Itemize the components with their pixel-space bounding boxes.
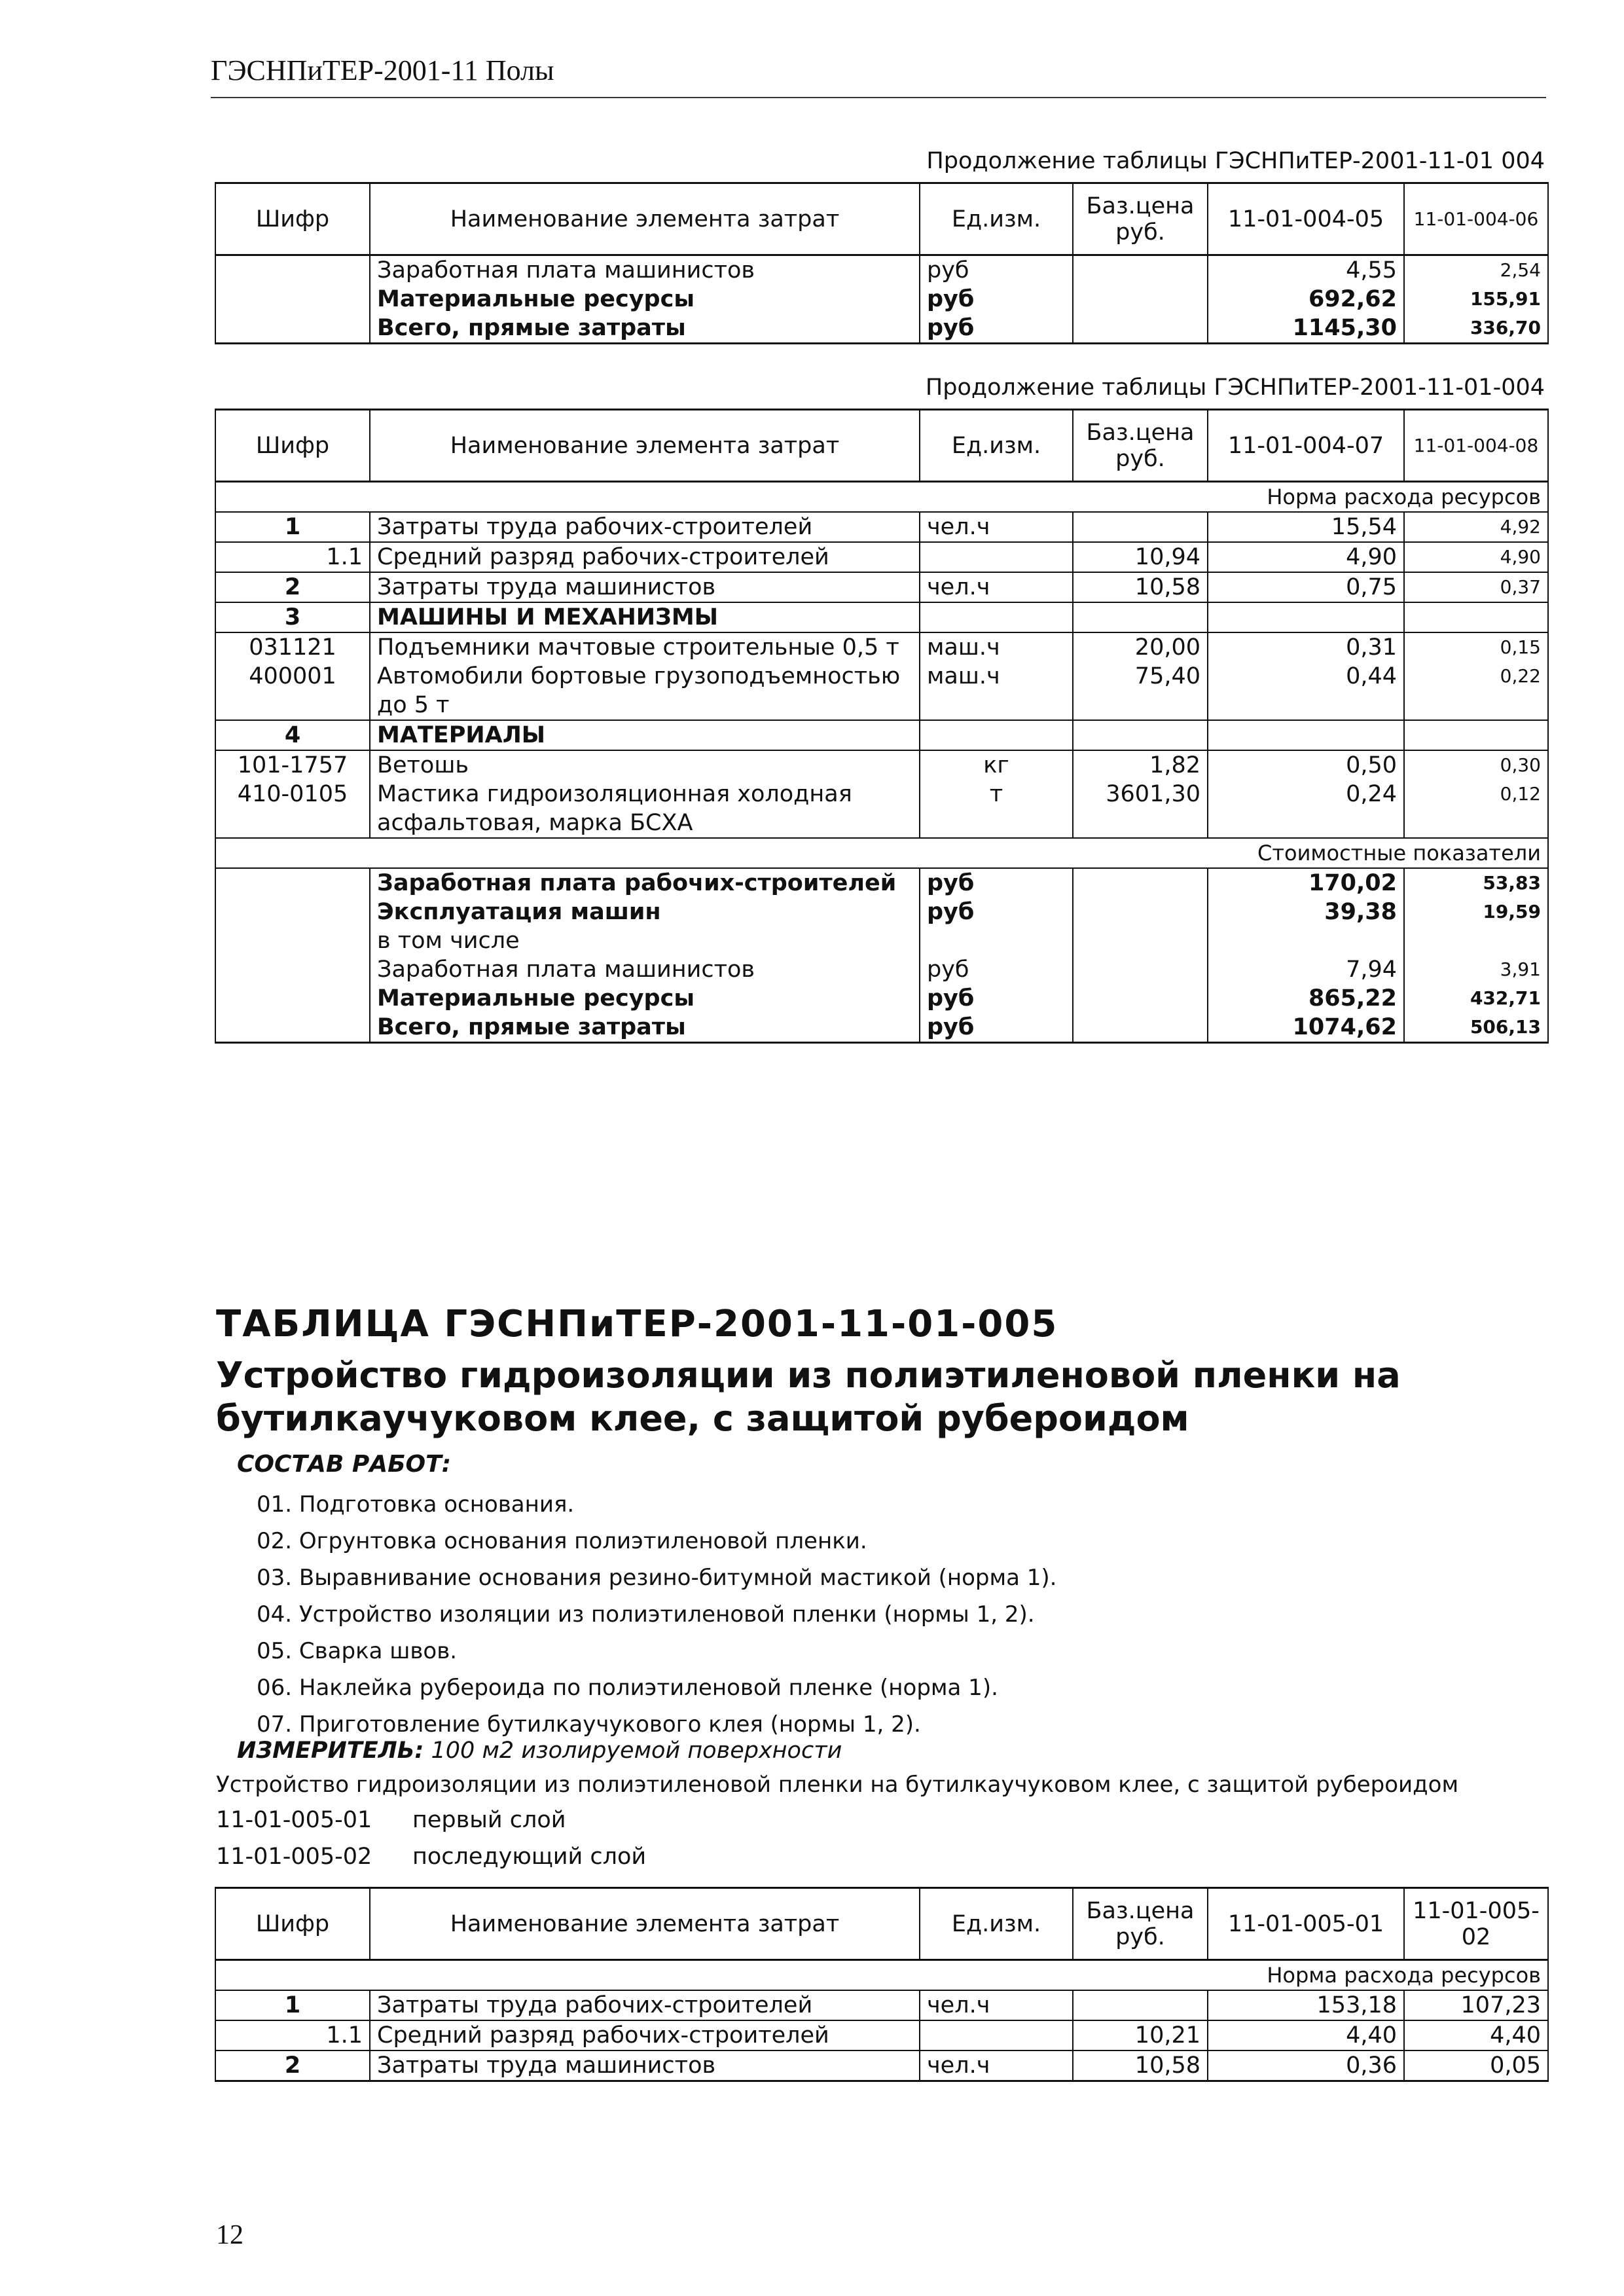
row-unit [920,602,1073,632]
row-unit: чел.ч [920,512,1073,542]
row-b [1404,602,1548,632]
row-code: 031121 [215,632,370,662]
row-code: 2 [215,2050,370,2081]
header-rule [211,97,1546,98]
list-item: 04. Устройство изоляции из полиэтиленовой пленки (нормы 1, 2). [257,1601,1035,1628]
row-code: 1.1 [215,2020,370,2050]
table-row [215,1013,1548,1043]
table-subtitle: Устройство гидроизоляции из полиэтиленовой пленки на бутилкаучуковом клее, с защитой рубероидом [216,1355,1401,1439]
izmeritel-description: Устройство гидроизоляции из полиэтиленовой пленки на бутилкаучуковом клее, с защитой рубероидом [216,1772,1459,1798]
row-code: 1 [215,512,370,542]
norm-code-label: первый слой [412,1807,566,1833]
row-code: 1 [215,1990,370,2020]
row-name: Ветошь [370,750,920,780]
row-unit: чел.ч [920,1990,1073,2020]
row-unit [920,542,1073,572]
table-header-row [215,1888,1548,1960]
row-a: 4,55 [1208,255,1404,285]
page-number: 12 [216,2220,244,2250]
row-name: Всего, прямые затраты [370,1013,920,1043]
row-price: 10,58 [1073,572,1208,602]
col-unit: Ед.изм. [920,183,1073,255]
row-price [1073,314,1208,344]
row-a: 1145,30 [1208,314,1404,344]
row-code: 2 [215,572,370,602]
col-shifr: Шифр [215,1888,370,1960]
table-header-row [215,183,1548,255]
row-unit: маш.ч [920,662,1073,720]
row-code: 101-1757 [215,750,370,780]
row-a: 4,90 [1208,542,1404,572]
table-row [215,898,1548,926]
table-row [215,255,1548,285]
row-name: МАШИНЫ И МЕХАНИЗМЫ [370,602,920,632]
row-a: 1074,62 [1208,1013,1404,1043]
row-unit: чел.ч [920,2050,1073,2081]
row-a: 0,36 [1208,2050,1404,2081]
row-unit: руб [920,314,1073,344]
row-name: Эксплуатация машин [370,898,920,926]
row-price: 10,94 [1073,542,1208,572]
norm-codes [216,1802,646,1875]
norm-code: 11-01-005-02 [216,1844,372,1870]
row-unit: руб [920,955,1073,984]
row-name: Затраты труда машинистов [370,572,920,602]
row-name: Материальные ресурсы [370,285,920,314]
table-row [215,2020,1548,2050]
row-a: 39,38 [1208,898,1404,926]
row-b: 155,91 [1404,285,1548,314]
row-name: Заработная плата машинистов [370,255,920,285]
row-price [1073,512,1208,542]
col-name: Наименование элемента затрат [370,183,920,255]
row-price: 10,58 [1073,2050,1208,2081]
row-code: 3 [215,602,370,632]
row-code: 410-0105 [215,780,370,838]
table-row [215,984,1548,1013]
row-b: 0,37 [1404,572,1548,602]
row-name: Затраты труда рабочих-строителей [370,1990,920,2020]
row-a: 0,50 [1208,750,1404,780]
row-price [1073,285,1208,314]
row-price [1073,602,1208,632]
row-price: 75,40 [1073,662,1208,720]
row-b: 0,15 [1404,632,1548,662]
row-name: Автомобили бортовые грузоподъемностью до 5 т [370,662,920,720]
norm-label-row [215,1960,1548,1991]
row-b: 4,90 [1404,542,1548,572]
list-item: 07. Приготовление бутилкаучукового клея (нормы 1, 2). [257,1711,921,1738]
cost-label-row [215,838,1548,868]
table1-caption: Продолжение таблицы ГЭСНПиТЕР-2001-11-01 004 [926,148,1545,174]
col-shifr: Шифр [215,183,370,255]
norm-label-row [215,482,1548,513]
table-row [215,285,1548,314]
table-row [215,662,1548,720]
list-item: 06. Наклейка рубероида по полиэтиленовой пленке (норма 1). [257,1675,998,1701]
norm-code-line [216,1838,646,1875]
row-b: 107,23 [1404,1990,1548,2020]
row-a: 7,94 [1208,955,1404,984]
table-row [215,926,1548,955]
row-price [1073,720,1208,750]
col-name: Наименование элемента затрат [370,410,920,482]
row-name: Подъемники мачтовые строительные 0,5 т [370,632,920,662]
row-unit: руб [920,255,1073,285]
table-row [215,2050,1548,2081]
cost-label: Стоимостные показатели [215,838,1548,868]
izmeritel-label: ИЗМЕРИТЕЛЬ: [237,1738,424,1764]
row-name: в том числе [370,926,920,955]
table-header-row [215,410,1548,482]
row-price: 20,00 [1073,632,1208,662]
row-name: МАТЕРИАЛЫ [370,720,920,750]
row-name: Заработная плата машинистов [370,955,920,984]
row-price [1073,255,1208,285]
norm-code-line [216,1802,646,1838]
table-row [215,1990,1548,2020]
col-b: 11-01-004-06 [1404,183,1548,255]
row-name: Затраты труда рабочих-строителей [370,512,920,542]
col-price: Баз.цена руб. [1073,1888,1208,1960]
table-row [215,314,1548,344]
row-b: 432,71 [1404,984,1548,1013]
col-a: 11-01-004-07 [1208,410,1404,482]
table-row [215,868,1548,898]
col-unit: Ед.изм. [920,410,1073,482]
row-name: Средний разряд рабочих-строителей [370,542,920,572]
row-name: Заработная плата рабочих-строителей [370,868,920,898]
running-header: ГЭСНПиТЕР-2001-11 Полы [211,54,554,86]
row-unit [920,2020,1073,2050]
list-item: 03. Выравнивание основания резино-битумной мастикой (норма 1). [257,1565,1057,1591]
table2-caption: Продолжение таблицы ГЭСНПиТЕР-2001-11-01-004 [925,374,1545,401]
row-b: 4,40 [1404,2020,1548,2050]
row-price: 10,21 [1073,2020,1208,2050]
norm-code: 11-01-005-01 [216,1807,372,1833]
row-b: 0,12 [1404,780,1548,838]
norm-label: Норма расхода ресурсов [215,482,1548,513]
row-unit: руб [920,898,1073,926]
row-unit: руб [920,984,1073,1013]
row-a: 4,40 [1208,2020,1404,2050]
col-a: 11-01-004-05 [1208,183,1404,255]
row-a: 692,62 [1208,285,1404,314]
col-price: Баз.цена руб. [1073,183,1208,255]
row-unit [920,926,1073,955]
row-a [1208,602,1404,632]
row-a: 0,44 [1208,662,1404,720]
list-item: 01. Подготовка основания. [257,1491,575,1518]
col-shifr: Шифр [215,410,370,482]
col-a: 11-01-005-01 [1208,1888,1404,1960]
row-price [1073,1990,1208,2020]
row-b: 506,13 [1404,1013,1548,1043]
table-row [215,720,1548,750]
row-price: 3601,30 [1073,780,1208,838]
row-unit: руб [920,285,1073,314]
list-item: 05. Сварка швов. [257,1638,458,1664]
table-row [215,512,1548,542]
row-b: 2,54 [1404,255,1548,285]
row-a: 0,24 [1208,780,1404,838]
row-name: Материальные ресурсы [370,984,920,1013]
izmeritel-value: 100 м2 изолируемой поверхности [431,1738,842,1764]
row-price: 1,82 [1073,750,1208,780]
row-b [1404,926,1548,955]
row-unit: т [920,780,1073,838]
row-b: 3,91 [1404,955,1548,984]
table-row [215,955,1548,984]
norm-label: Норма расхода ресурсов [215,1960,1548,1991]
row-unit: руб [920,868,1073,898]
row-b: 19,59 [1404,898,1548,926]
table2 [215,409,1549,1044]
row-unit: руб [920,1013,1073,1043]
row-a: 0,31 [1208,632,1404,662]
izmeritel [237,1738,842,1764]
table-row [215,602,1548,632]
row-code: 1.1 [215,542,370,572]
col-b: 11-01-004-08 [1404,410,1548,482]
list-item: 02. Огрунтовка основания полиэтиленовой пленки. [257,1528,867,1554]
col-name: Наименование элемента затрат [370,1888,920,1960]
row-b: 0,30 [1404,750,1548,780]
col-price: Баз.цена руб. [1073,410,1208,482]
sostav-label: СОСТАВ РАБОТ: [237,1451,452,1478]
col-unit: Ед.изм. [920,1888,1073,1960]
row-unit [920,720,1073,750]
table-row [215,750,1548,780]
row-b: 53,83 [1404,868,1548,898]
row-b: 336,70 [1404,314,1548,344]
table3 [215,1887,1549,2082]
row-name: Всего, прямые затраты [370,314,920,344]
row-unit: чел.ч [920,572,1073,602]
row-a [1208,720,1404,750]
row-b: 4,92 [1404,512,1548,542]
row-a: 170,02 [1208,868,1404,898]
row-a: 0,75 [1208,572,1404,602]
table-title: ТАБЛИЦА ГЭСНПиТЕР-2001-11-01-005 [216,1303,1058,1345]
row-a [1208,926,1404,955]
table-row [215,542,1548,572]
norm-code-label: последующий слой [412,1844,647,1870]
row-a: 15,54 [1208,512,1404,542]
table-row [215,572,1548,602]
row-unit: кг [920,750,1073,780]
row-a: 865,22 [1208,984,1404,1013]
row-name: Мастика гидроизоляционная холодная асфальтовая, марка БСХА [370,780,920,838]
row-b: 0,05 [1404,2050,1548,2081]
row-a: 153,18 [1208,1990,1404,2020]
table-row [215,632,1548,662]
row-name: Затраты труда машинистов [370,2050,920,2081]
row-b [1404,720,1548,750]
row-code: 400001 [215,662,370,720]
table-row [215,780,1548,838]
row-unit: маш.ч [920,632,1073,662]
works-list [257,1486,1057,1743]
table1 [215,182,1549,344]
row-code: 4 [215,720,370,750]
col-b: 11-01-005-02 [1404,1888,1548,1960]
row-name: Средний разряд рабочих-строителей [370,2020,920,2050]
row-b: 0,22 [1404,662,1548,720]
